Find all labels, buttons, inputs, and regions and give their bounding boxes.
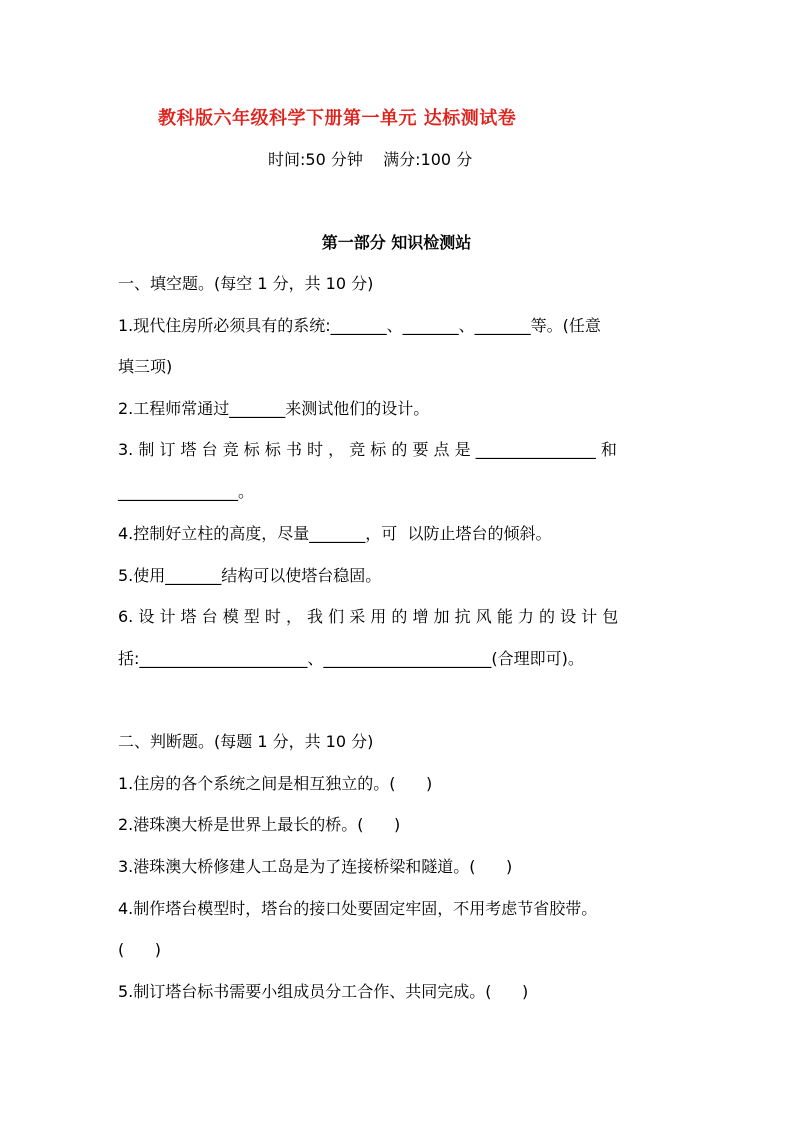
fill-q1-line1: 1.现代住房所必须具有的系统:_______、_______、_______等。(任意 <box>118 316 601 335</box>
judge-q3: 3.港珠澳大桥修建人工岛是为了连接桥梁和隧道。( ) <box>118 857 513 876</box>
fill-q2: 2.工程师常通过_______来测试他们的设计。 <box>118 399 430 418</box>
exam-title: 教科版六年级科学下册第一单元 达标测试卷 <box>158 108 517 129</box>
time-score-info: 时间:50 分钟 满分:100 分 <box>268 150 473 169</box>
fill-q3-line2: _______________。 <box>118 482 255 501</box>
judge-q5: 5.制订塔台标书需要小组成员分工合作、共同完成。( ) <box>118 982 529 1001</box>
fill-q5: 5.使用_______结构可以使塔台稳固。 <box>118 566 382 585</box>
judge-q4-line1: 4.制作塔台模型时，塔台的接口处要固定牢固，不用考虑节省胶带。 <box>118 899 598 918</box>
fill-q1-line2: 填三项) <box>118 357 173 376</box>
fill-q6-line1: 6. 设 计 塔 台 模 型 时 ， 我 们 采 用 的 增 加 抗 风 能 力 的 设 计 包 <box>118 607 619 626</box>
part1-title: 第一部分 知识检测站 <box>321 233 472 252</box>
judge-q2: 2.港珠澳大桥是世界上最长的桥。( ) <box>118 815 401 834</box>
judge-q4-line2: ( ) <box>118 940 161 959</box>
section1-heading: 一、填空题。(每空 1 分，共 10 分) <box>118 274 374 293</box>
section2-heading: 二、判断题。(每题 1 分，共 10 分) <box>118 732 374 751</box>
judge-q1: 1.住房的各个系统之间是相互独立的。( ) <box>118 774 433 793</box>
fill-q6-line2: 括:_____________________、_____________________(合理即可)。 <box>118 649 584 668</box>
fill-q3-line1: 3. 制 订 塔 台 竞 标 标 书 时 ， 竞 标 的 要 点 是 _______________ 和 <box>118 440 617 459</box>
fill-q4: 4.控制好立柱的高度，尽量_______，可 以防止塔台的倾斜。 <box>118 524 552 543</box>
